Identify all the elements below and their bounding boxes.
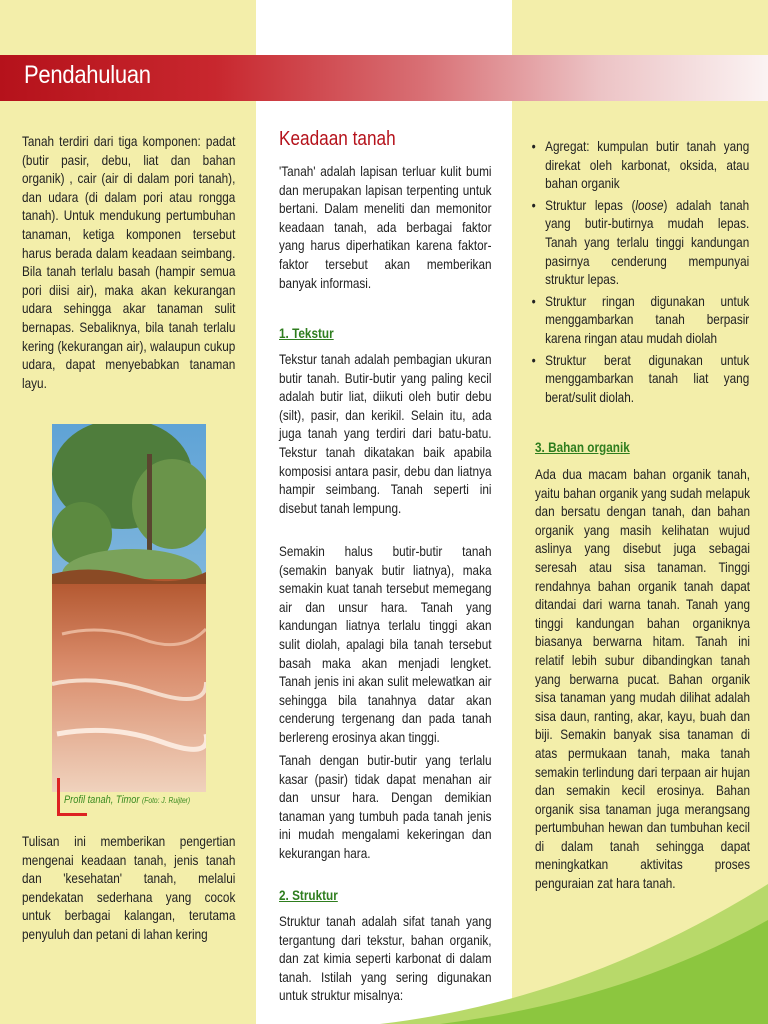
bullet-text: Struktur berat digunakan untuk menggambarkan tanah liat yang berat/sulit diolah. [545, 351, 750, 405]
bullet-list [530, 137, 749, 406]
tekstur-text-1: Tekstur tanah adalah pembagian ukuran butir tanah. Butir-butir yang paling kecil adalah butir liat, diikuti oleh butir debu (silt), pasir, dan kerikil. Selain itu, ada juga tanah yang terdiri dari batu-batu. Tekstur tanah dikatakan baik apabila komposisi antara pasir, debu dan liatnya hampir seimbang. Tanah seperti ini disebut tanah lempung. [279, 351, 492, 516]
bullet-item [530, 196, 749, 289]
bullet-text: Agregat: kumpulan butir tanah yang direkat oleh karbonat, oksida, atau bahan organik [545, 138, 750, 192]
subheading-tekstur: 1. Tekstur [279, 325, 334, 341]
middle-intro-paragraph [279, 162, 492, 292]
left-outro-paragraph [22, 832, 235, 944]
struktur-text: Struktur tanah adalah sifat tanah yang tergantung dari tekstur, bahan organik, dan zat kimia seperti karbonat di dalam tanah. Istilah yang sering digunakan untuk struktur misalnya: [279, 913, 492, 1004]
intro-text: Tanah terdiri dari tiga komponen: padat (butir pasir, debu, liat dan bahan organik) , cair (air di dalam pori tanah), dan udara (di dalam pori atau rongga tanah). Untuk mendukung pertumbuhan tanaman, ketiga komponen tersebut harus berada dalam keadaan seimbang. Bila tanah terlalu basah (hampir semua pori diisi air), maka akan kekurangan udara sehingga akar tanaman sulit bernapas. Sebaliknya, bila tanah terlalu kering (kekurangan air), walaupun cukup udara, dapat menyebabkan tanaman layu. [22, 133, 236, 391]
section-heading-keadaan-tanah: Keadaan tanah [279, 128, 396, 150]
bullet-text: Struktur ringan digunakan untuk menggambarkan tanah berpasir karena ringan atau mudah diolah [545, 292, 750, 346]
bullet-item [530, 137, 749, 193]
caption-marker-vertical [57, 778, 60, 816]
title-bar [0, 55, 768, 101]
organik-paragraph [535, 465, 750, 893]
bullet-item [530, 351, 749, 407]
outro-text: Tulisan ini memberikan pengertian mengenai keadaan tanah, jenis tanah dan 'kesehatan' tanah, melalui pendekatan sederhana yang cocok untuk berbagai kalangan, terutama penyuluh dan petani di lahan kering [22, 833, 236, 942]
bullet-text-cont: ) adalah tanah yang butir-butirnya mudah lepas. Tanah yang terlalu tinggi kandungan pasirnya cenderung mempunyai struktur lepas. [545, 196, 750, 288]
tekstur-paragraph-2 [279, 542, 492, 747]
struktur-paragraph [279, 912, 492, 1005]
struktur-bullet-list [530, 137, 749, 409]
page-title: Pendahuluan [24, 61, 151, 89]
left-intro-paragraph [22, 132, 235, 392]
soil-profile-photo [52, 424, 206, 792]
tekstur-text-2: Semakin halus butir-butir tanah (semakin banyak butir liatnya), maka semakin kuat tanah tersebut memegang air dan unsur hara. Tanah yang kandungan liatnya terlalu tinggi akan sulit diolah, apalagi bila tanah tersebut basah maka akan menjadi lengket. Tanah jenis ini akan sulit melewatkan air sehingga bila tanahnya datar akan cenderung tergenang dan pada tanah berlereng erosinya akan tinggi. [279, 543, 492, 745]
tekstur-paragraph-1 [279, 350, 492, 517]
caption-main: Profil tanah, Timor [64, 794, 140, 806]
tekstur-paragraph-3 [279, 751, 492, 863]
bullet-item [530, 292, 749, 348]
subheading-struktur: 2. Struktur [279, 887, 338, 903]
tekstur-text-3: Tanah dengan butir-butir yang terlalu kasar (pasir) tidak dapat menahan air dan unsur hara. Dengan demikian tanaman yang tumbuh pada tanah jenis ini mudah mengalami kekeringan dan kekurangan hara. [279, 752, 492, 861]
bullet-emphasis: loose [635, 196, 664, 213]
organik-text: Ada dua macam bahan organik tanah, yaitu bahan organik yang sudah melapuk dan bersatu dengan tanah, dan bahan organik yang masih kelihatan wujud aslinya yang disebut juga sebagai seresah atau sisa tanaman. Tinggi rendahnya bahan organik tanah dapat ditandai dari warna tanah. Tanah yang tinggi kandungan bahan organiknya biasanya berwarna hitam. Tanah ini relatif lebih subur dibandingkan tanah yang berwarna pucat. Bahan organik sisa tanaman yang mudah dilihat adalah sisa daun, ranting, akar, kayu, buah dan biji. Semakin banyak sisa tanaman di atas permukaan tanah, maka tanah semakin terlindung dari terpaan air hujan dan semakin kecil erosinya. Bahan organik sisa tanaman juga merangsang pertumbuhan hewan dan tumbuhan kecil di dalam tanah sehingga dapat meningkatkan aktivitas proses penguraian zat hara tanah. [535, 466, 751, 892]
caption-marker-horizontal [57, 813, 87, 816]
photo-caption [64, 794, 190, 806]
bullet-text: Struktur lepas ( [545, 196, 636, 213]
keadaan-intro-text: 'Tanah' adalah lapisan terluar kulit bumi dan merupakan lapisan terpenting untuk bertani. Dalam meneliti dan memonitor keadaan tanah, ada berbagai faktor yang harus diperhatikan karena faktor-faktor tersebut akan memberikan banyak informasi. [279, 163, 492, 291]
caption-credit: (Foto: J. Ruijter) [141, 796, 191, 805]
subheading-bahan-organik: 3. Bahan organik [535, 439, 630, 455]
